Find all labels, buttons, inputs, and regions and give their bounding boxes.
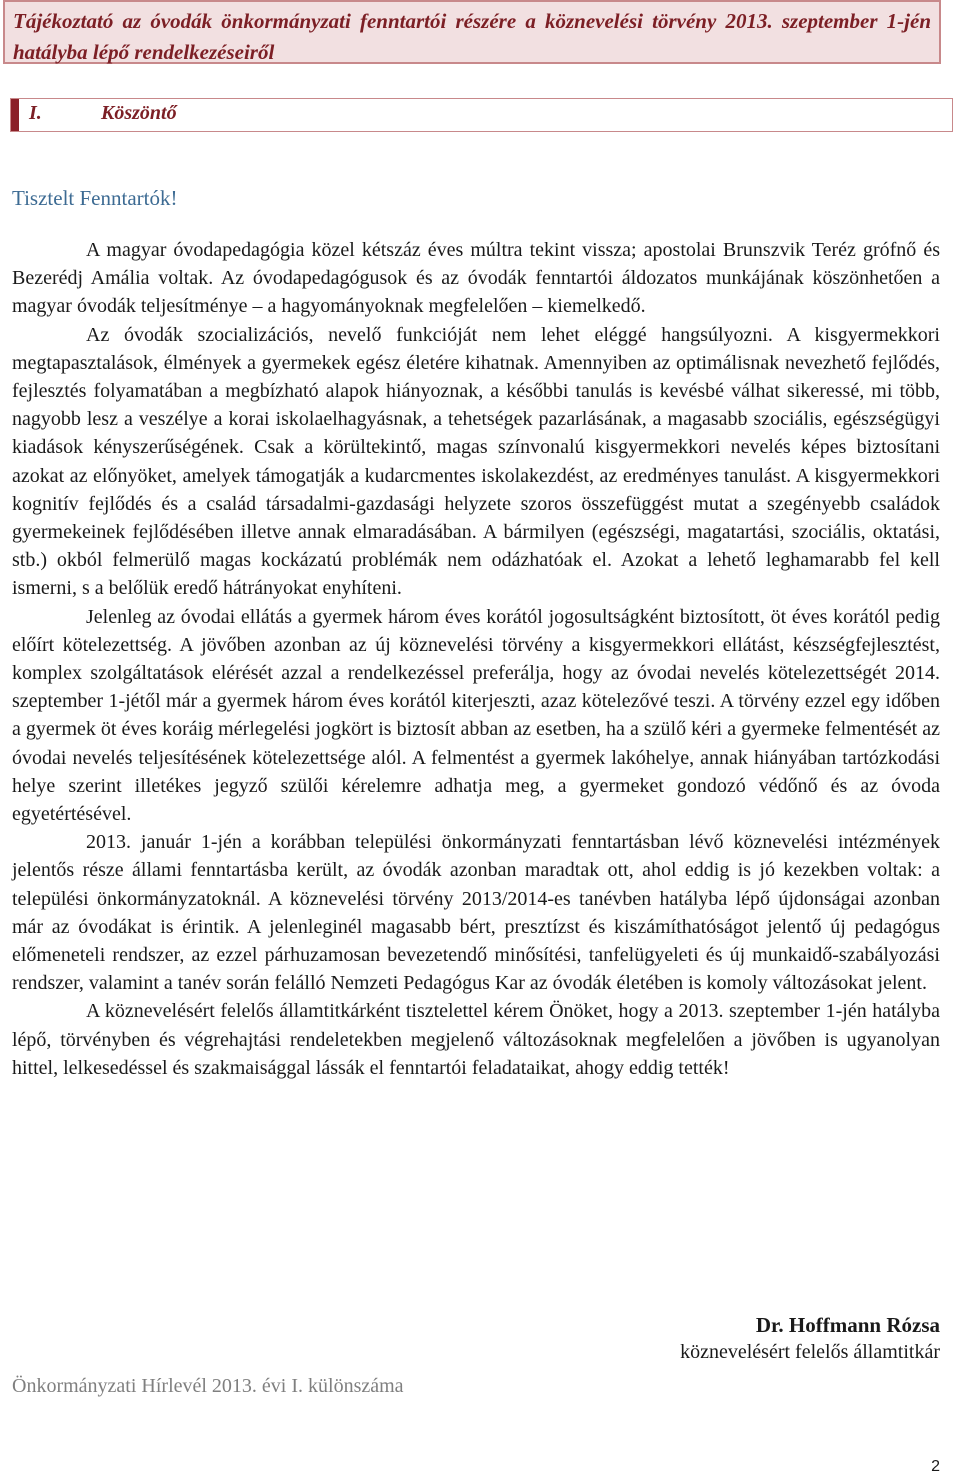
- paragraph: A köznevelésért felelős államtitkárként tisztelettel kérem Önöket, hogy a 2013. szeptember 1-jén hatályba lépő, törvényben és végrehajtási rendeletekben megjelenő változásoknak megfelelően a jövőben is ugyanolyan hittel, lelkesedéssel és szakmaisággal lássák el fenntartói feladataikat, ahogy eddig tették!: [12, 1000, 940, 1079]
- page-number: 2: [931, 1458, 940, 1475]
- signature-role: köznevelésért felelős államtitkár: [680, 1341, 940, 1363]
- document-title: Tájékoztató az óvodák önkormányzati fenntartói részére a köznevelési törvény 2013. szeptember 1-jén hatályba lépő rendelkezéseiről: [13, 9, 931, 64]
- section-accent-bar: [11, 99, 19, 131]
- section-heading: [10, 98, 953, 132]
- paragraph: Jelenleg az óvodai ellátás a gyermek három éves korától jogosultságként biztosított, öt éves korától pedig előírt kötelezettség. A jövőben azonban az új köznevelési törvény a kisgyermekkori ellátást, készségfejlesztést, komplex szolgáltatások elérését azzal a rendelkezéssel preferálja, hogy az óvodai nevelés kötelezettségét 2014. szeptember 1-jétől már a gyermek három éves korától kiterjeszti, azaz kötelezővé teszi. A törvény ezzel egy időben a gyermek öt éves koráig mérlegelési jogkört is biztosít abban az esetben, ha a szülő kéri a gyermeke felmentését az óvodai nevelés teljesítésének kötelezettsége alól. A felmentést a gyermek lakóhelye, annak hiányában tartózkodási helye szerint illetékes jegyző szülői kérelemre adhatja meg, a gyermeket gondozó védőnő és az óvoda egyetértésével.: [12, 605, 940, 826]
- section-title: Köszöntő: [101, 102, 177, 124]
- paragraph: 2013. január 1-jén a korábban települési önkormányzati fenntartásban lévő köznevelési intézmények jelentős része állami fenntartásba került, az óvodák azonban maradtak ott, ahol eddig is jó kezekben voltak: a települési önkormányzatoknál. A köznevelési törvény 2013/2014-es tanévben hatályba lépő újdonságai azonban már az óvodákat is érintik. A jelenleginél magasabb bért, presztízst és kiszámíthatóságot jelentő új pedagógus előmeneteli rendszer, az ezzel párhuzamosan bevezetendő minősítési, tanfelügyeleti és új munkaidő-szabályozási rendszer, valamint a tanév során felálló Nemzeti Pedagógus Kar az óvodák életében is komoly változásokat jelent.: [12, 831, 940, 995]
- document-title-box: [3, 0, 941, 64]
- paragraph: Az óvodák szocializációs, nevelő funkcióját nem lehet eléggé hangsúlyozni. A kisgyermekkori megtapasztalások, élmények a gyermekek egész életére kihatnak. Amennyiben az optimálisnak nevezhető fejlődés, fejlesztés folyamatában a megbízható alapok hiányoznak, a későbbi tanulás is kevésbé válhat sikeressé, mi több, nagyobb lesz a veszélye a korai iskolaelhagyásnak, a tehetségek pazarlásának, a magasabb szociális, egészségügyi kiadások kényszerűségének. Csak a körültekintő, magas színvonalú kisgyermekkori nevelés képes biztosítani azokat az előnyöket, amelyek támogatják a kudarcmentes iskolakezdést, az eredményes tanulást. A kisgyermekkori kognitív fejlődés és a család társadalmi-gazdasági helyzete szoros összefüggést mutat a szegényebb családok gyermekeinek fejlődésében illetve annak elmaradásában. A bármilyen (egészségi, magatartási, szociális, oktatási, stb.) okból felmerülő magas kockázatú problémák nem odázhatóak el. Azokat a lehető leghamarabb fel kell ismerni, s a belőlük eredő hátrányokat enyhíteni.: [12, 323, 940, 600]
- signature-name: Dr. Hoffmann Rózsa: [755, 1313, 940, 1337]
- paragraph: A magyar óvodapedagógia közel kétszáz éves múltra tekint vissza; apostolai Brunszvik Teréz grófnő és Bezerédj Amália voltak. Az óvodapedagógusok és az óvodák fenntartói áldozatos munkájának köszönhetően a magyar óvodák teljesítménye – a hagyományoknak megfelelően – kiemelkedő.: [12, 239, 940, 318]
- body-text: [12, 236, 940, 1082]
- section-number: I.: [29, 102, 42, 124]
- footer-publication: Önkormányzati Hírlevél 2013. évi I. különszáma: [12, 1375, 404, 1397]
- greeting: Tisztelt Fenntartók!: [12, 186, 178, 210]
